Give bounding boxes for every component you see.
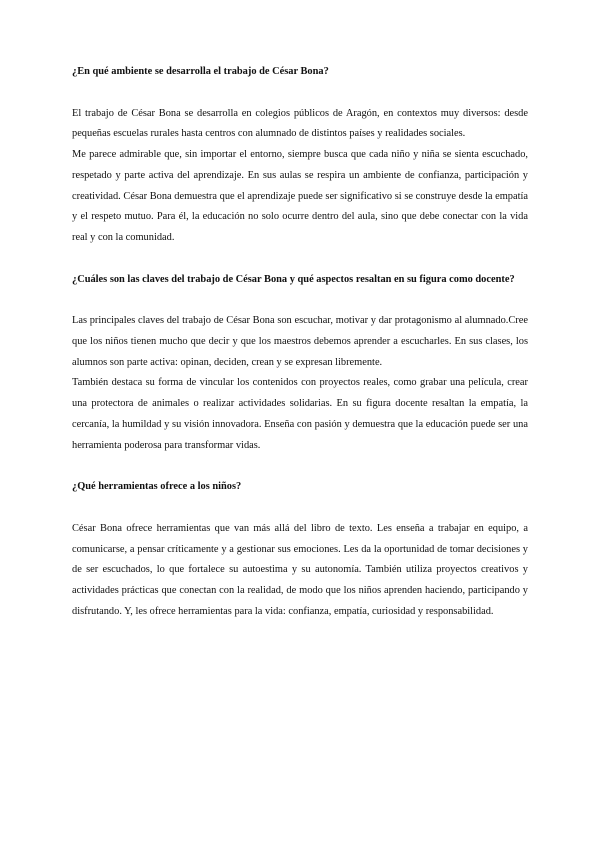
- paragraph: Las principales claves del trabajo de César Bona son escuchar, motivar y dar protagonismo al alumnado.Cree que los niños tienen mucho que decir y que los maestros debemos aprender a escucharles. En sus clases, los alumnos son parte activa: opinan, deciden, crean y se expresan libremente.: [72, 315, 528, 368]
- section-heading: ¿Cuáles son las claves del trabajo de César Bona y qué aspectos resaltan en su figura como docente?: [72, 273, 515, 285]
- paragraph: Me parece admirable que, sin importar el entorno, siempre busca que cada niño y niña se sienta escuchado, respetado y parte activa del aprendizaje. En sus aulas se respira un ambiente de confianza, participación y creatividad. César Bona demuestra que el aprendizaje puede ser significativo si se construye desde la empatía y el respeto mutuo. Para él, la educación no solo ocurre dentro del aula, sino que debe conectar con la vida real y con la comunidad.: [72, 149, 528, 243]
- spacer: [72, 456, 528, 477]
- spacer: [72, 290, 528, 311]
- spacer: [72, 83, 528, 104]
- paragraph: También destaca su forma de vincular los contenidos con proyectos reales, como grabar una película, crear una protectora de animales o realizar actividades solidarias. En su figura docente resaltan la empatía, la cercanía, la humildad y su visión innovadora. Enseña con pasión y demuestra que la educación puede ser una herramienta poderosa para transformar vidas.: [72, 377, 528, 451]
- document-page: [72, 62, 528, 622]
- paragraph: César Bona ofrece herramientas que van más allá del libro de texto. Les enseña a trabajar en equipo, a comunicarse, a pensar críticamente y a gestionar sus emociones. Les da la oportunidad de tomar decisiones y de ser escuchados, lo que fortalece su autoestima y su autonomía. También utiliza proyectos creativos y actividades prácticas que conectan con la realidad, de modo que los niños aprenden haciendo, participando y disfrutando. Y, les ofrece herramientas para la vida: confianza, empatía, curiosidad y responsabilidad.: [72, 522, 528, 617]
- spacer: [72, 249, 528, 270]
- spacer: [72, 498, 528, 519]
- section-heading: ¿En qué ambiente se desarrolla el trabajo de César Bona?: [72, 66, 329, 77]
- section-heading: ¿Qué herramientas ofrece a los niños?: [72, 481, 242, 493]
- paragraph: El trabajo de César Bona se desarrolla en colegios públicos de Aragón, en contextos muy diversos: desde pequeñas escuelas rurales hasta centros con alumnado de distintos países y realidades sociales.: [72, 107, 528, 140]
